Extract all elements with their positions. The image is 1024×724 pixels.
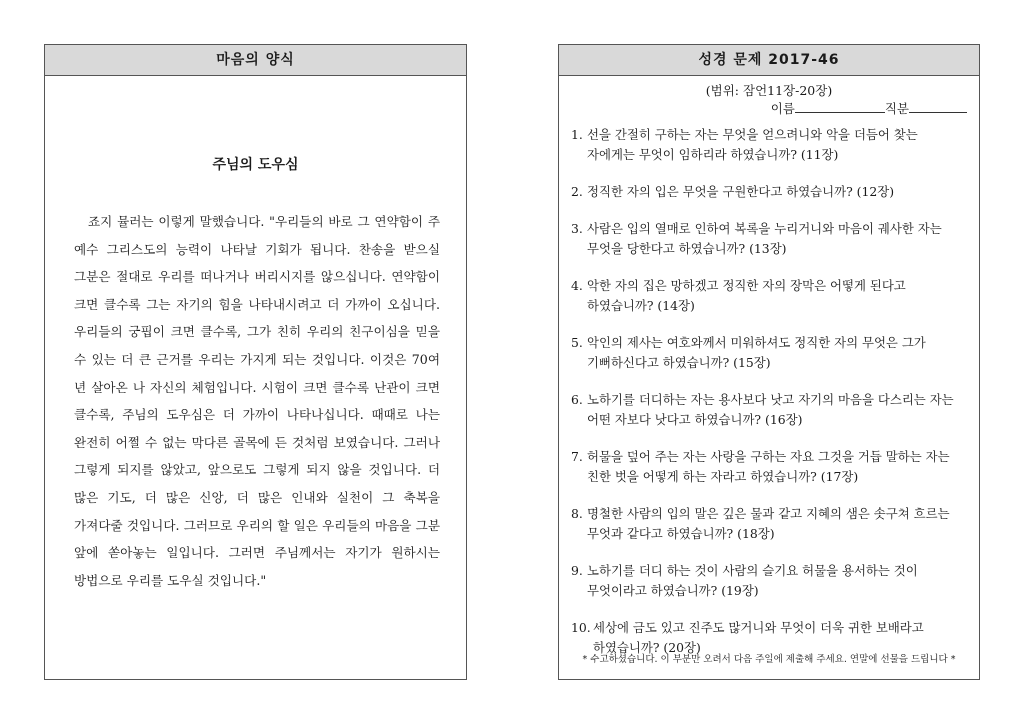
question-text: 노하기를 더디하는 자는 용사보다 낫고 자기의 마음을 다스리는 자는 어떤 자보다 낫다고 하였습니까? (16장) <box>587 392 954 427</box>
question-item <box>571 125 967 165</box>
bible-quiz-panel <box>558 44 980 680</box>
question-number: 7. <box>571 449 583 464</box>
question-text: 악한 자의 집은 망하겠고 정직한 자의 장막은 어떻게 된다고 하였습니까? (14장) <box>587 278 906 313</box>
question-item <box>571 504 967 544</box>
question-text: 세상에 금도 있고 진주도 많거니와 무엇이 더욱 귀한 보배라고 하였습니까? (20장) <box>593 620 924 655</box>
question-text: 노하기를 더디 하는 것이 사람의 슬기요 허물을 용서하는 것이 무엇이라고 하였습니까? (19장) <box>587 563 918 598</box>
quiz-header: 성경 문제 2017-46 <box>559 45 979 76</box>
quiz-range: (범위: 잠언11장-20장) <box>705 83 833 98</box>
question-list <box>559 125 979 658</box>
question-number: 9. <box>571 563 583 578</box>
question-item <box>571 276 967 316</box>
question-number: 2. <box>571 184 583 199</box>
question-item <box>571 182 967 202</box>
question-text: 허물을 덮어 주는 자는 사랑을 구하는 자요 그것을 거듭 말하는 자는 친한 벗을 어떻게 하는 자라고 하였습니까? (17장) <box>587 449 950 484</box>
question-text: 정직한 자의 입은 무엇을 구원한다고 하였습니까? (12장) <box>587 184 895 199</box>
question-number: 4. <box>571 278 583 293</box>
question-item <box>571 561 967 601</box>
question-text: 명철한 사람의 입의 말은 깊은 물과 같고 지혜의 샘은 솟구쳐 흐르는 무엇과 같다고 하였습니까? (18장) <box>587 506 950 541</box>
meditation-header: 마음의 양식 <box>45 45 466 76</box>
name-label: 이름 <box>770 101 795 116</box>
question-number: 3. <box>571 221 583 236</box>
question-text: 악인의 제사는 여호와께서 미워하셔도 정직한 자의 무엇은 그가 기뻐하신다고 하였습니까? (15장) <box>587 335 926 370</box>
role-blank[interactable] <box>909 100 967 113</box>
question-text: 선을 간절히 구하는 자는 무엇을 얻으려니와 악을 더듬어 찾는 자에게는 무엇이 임하리라 하였습니까? (11장) <box>587 127 918 162</box>
question-item <box>571 390 967 430</box>
footnote: * 수고하셨습니다. 이 부분만 오려서 다음 주일에 제출해 주세요. 연말에 선물을 드립니다 * <box>582 654 956 665</box>
meditation-panel <box>44 44 467 680</box>
question-number: 1. <box>571 127 583 142</box>
question-item <box>571 219 967 259</box>
question-number: 10. <box>571 620 591 635</box>
article-title: 주님의 도우심 <box>212 157 299 173</box>
question-item <box>571 333 967 373</box>
question-item <box>571 447 967 487</box>
name-blank[interactable] <box>795 100 885 113</box>
role-label: 직분 <box>884 101 909 116</box>
name-role-line <box>559 100 967 117</box>
article-body: 죠지 뮬러는 이렇게 말했습니다. "우리들의 바로 그 연약함이 주 예수 그리스도의 능력이 나타날 기회가 됩니다. 찬송을 받으실 그분은 절대로 우리를 떠나거나 버리시지를 않으십니다. 연약함이 크면 클수록 그는 자기의 힘을 나타내시려고 더 가까이 오십니다. 우리들의 궁핍이 크면 클수록, 그가 친히 우리의 친구이심을 믿을 수 있는 더 큰 근거를 우리는 가지게 되는 것입니다. 이것은 70여 년 살아온 나 자신의 체험입니다. 시험이 크면 클수록 난관이 크면 클수록, 주님의 도우심은 더 가까이 나타나십니다. 때때로 나는 완전히 어쩔 수 없는 막다른 골목에 든 것처럼 보였습니다. 그러나 그렇게 되지를 않았고, 앞으로도 그렇게 되지 않을 것입니다. 더 많은 기도, 더 많은 신앙, 더 많은 인내와 실천이 그 축복을 가져다줄 것입니다. 그러므로 우리의 할 일은 우리들의 마음을 그분 앞에 쏟아놓는 일입니다. 그러면 주님께서는 자기가 원하시는 방법으로 우리를 도우실 것입니다." <box>74 214 440 588</box>
question-number: 5. <box>571 335 583 350</box>
question-text: 사람은 입의 열매로 인하여 복록을 누리거니와 마음이 궤사한 자는 무엇을 당한다고 하였습니까? (13장) <box>587 221 942 256</box>
question-number: 6. <box>571 392 583 407</box>
question-number: 8. <box>571 506 583 521</box>
